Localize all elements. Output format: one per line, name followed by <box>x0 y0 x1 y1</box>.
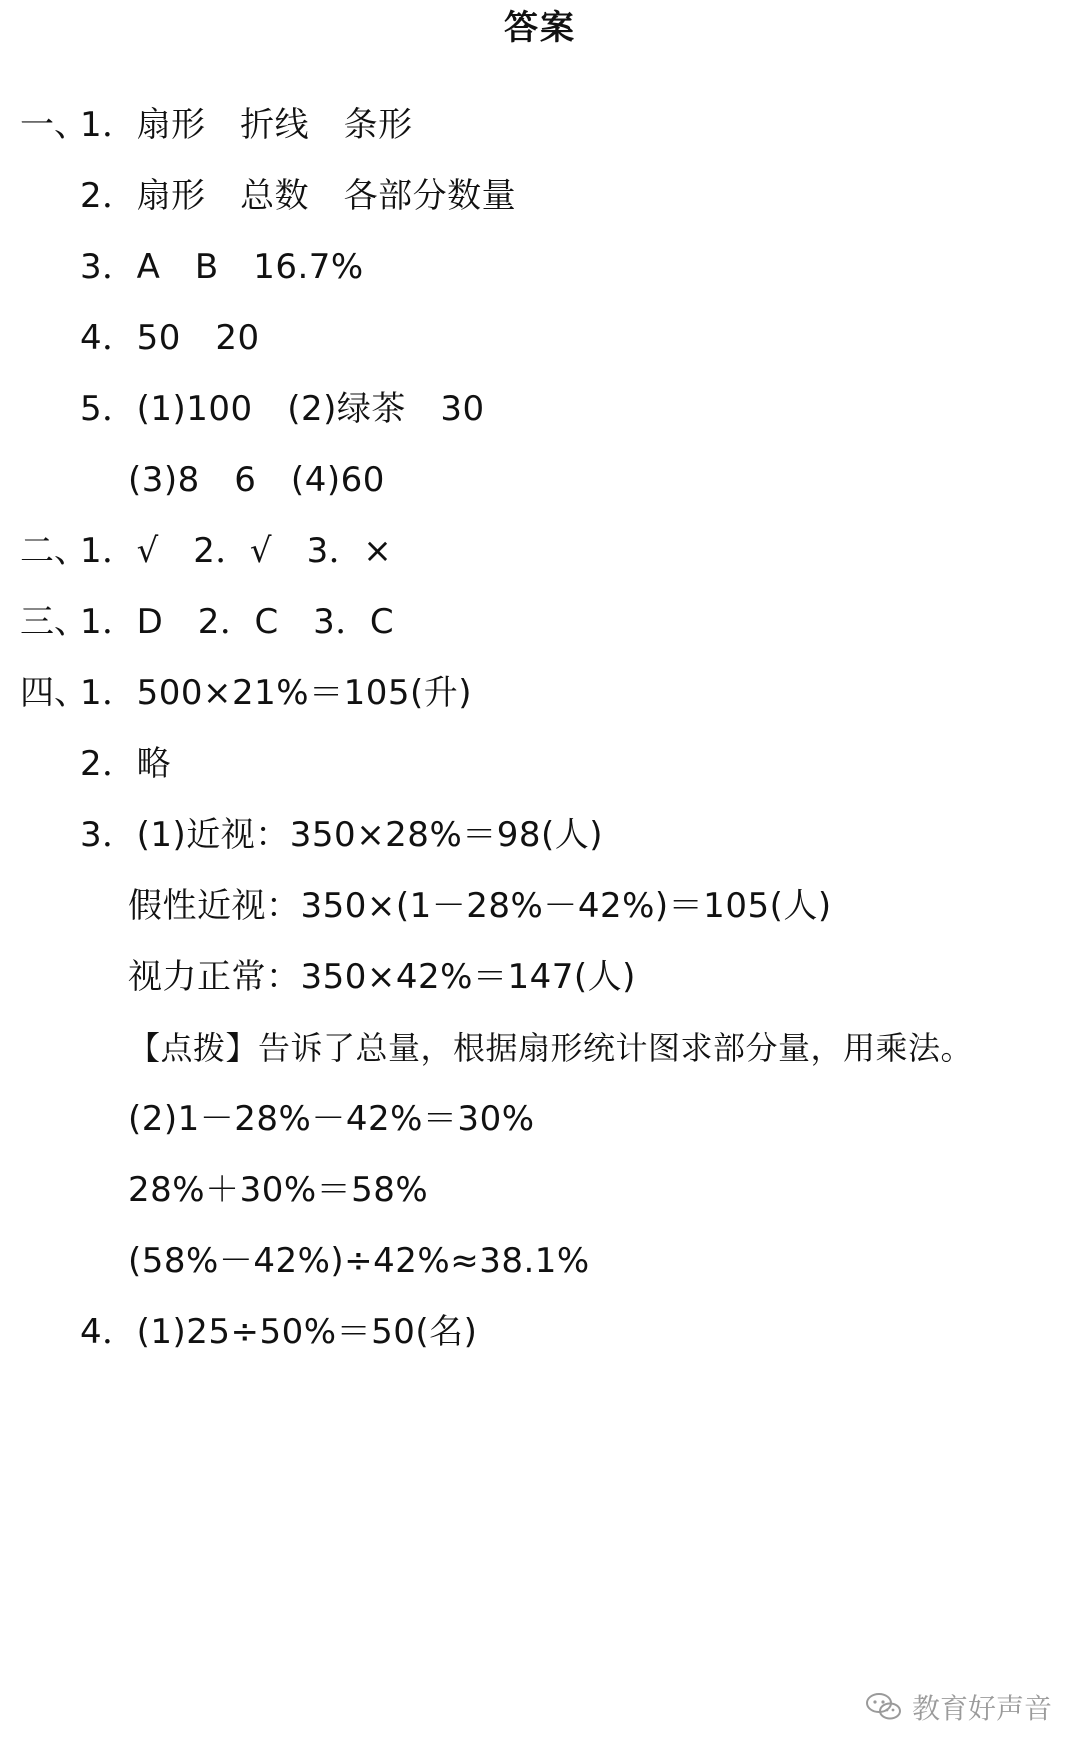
answer-line-1-2: 2．扇形 总数 各部分数量 <box>80 176 517 216</box>
answer-line-1-4: 4．50 20 <box>80 318 260 358</box>
answer-line-4-3-d: (2)1－28%－42%＝30% <box>128 1099 535 1139</box>
wechat-icon <box>864 1691 904 1723</box>
answer-line-3-1: 1．D 2．C 3．C <box>80 602 395 642</box>
section-prefix-1: 一、 <box>20 105 88 145</box>
answer-line-1-5: 5．(1)100 (2)绿茶 30 <box>80 389 485 429</box>
section-prefix-3: 三、 <box>20 602 88 642</box>
answer-line-1-1: 1．扇形 折线 条形 <box>80 105 413 145</box>
answer-line-4-3-c: 视力正常：350×42%＝147(人) <box>128 957 636 997</box>
section-prefix-2: 二、 <box>20 531 88 571</box>
answer-line-4-2: 2．略 <box>80 744 172 784</box>
section-prefix-4: 四、 <box>20 673 88 713</box>
answer-line-2-1: 1．√ 2．√ 3．× <box>80 531 393 571</box>
answer-line-1-3: 3．A B 16.7% <box>80 247 364 287</box>
answer-line-1-5-cont: (3)8 6 (4)60 <box>128 460 385 500</box>
answer-line-4-4: 4．(1)25÷50%＝50(名) <box>80 1312 478 1352</box>
answer-line-4-3-f: (58%－42%)÷42%≈38.1% <box>128 1241 590 1281</box>
answer-line-4-3: 3．(1)近视：350×28%＝98(人) <box>80 815 604 855</box>
answer-line-4-3-b: 假性近视：350×(1－28%－42%)＝105(人) <box>128 886 832 926</box>
answer-line-4-1: 1．500×21%＝105(升) <box>80 673 473 713</box>
answer-line-4-3-e: 28%＋30%＝58% <box>128 1170 429 1210</box>
page-title: 答案 <box>504 8 576 48</box>
watermark <box>864 1687 1052 1727</box>
watermark-text: 教育好声音 <box>911 1692 1052 1725</box>
hint-line: 【点拨】告诉了总量，根据扇形统计图求部分量，用乘法。 <box>128 1029 974 1067</box>
